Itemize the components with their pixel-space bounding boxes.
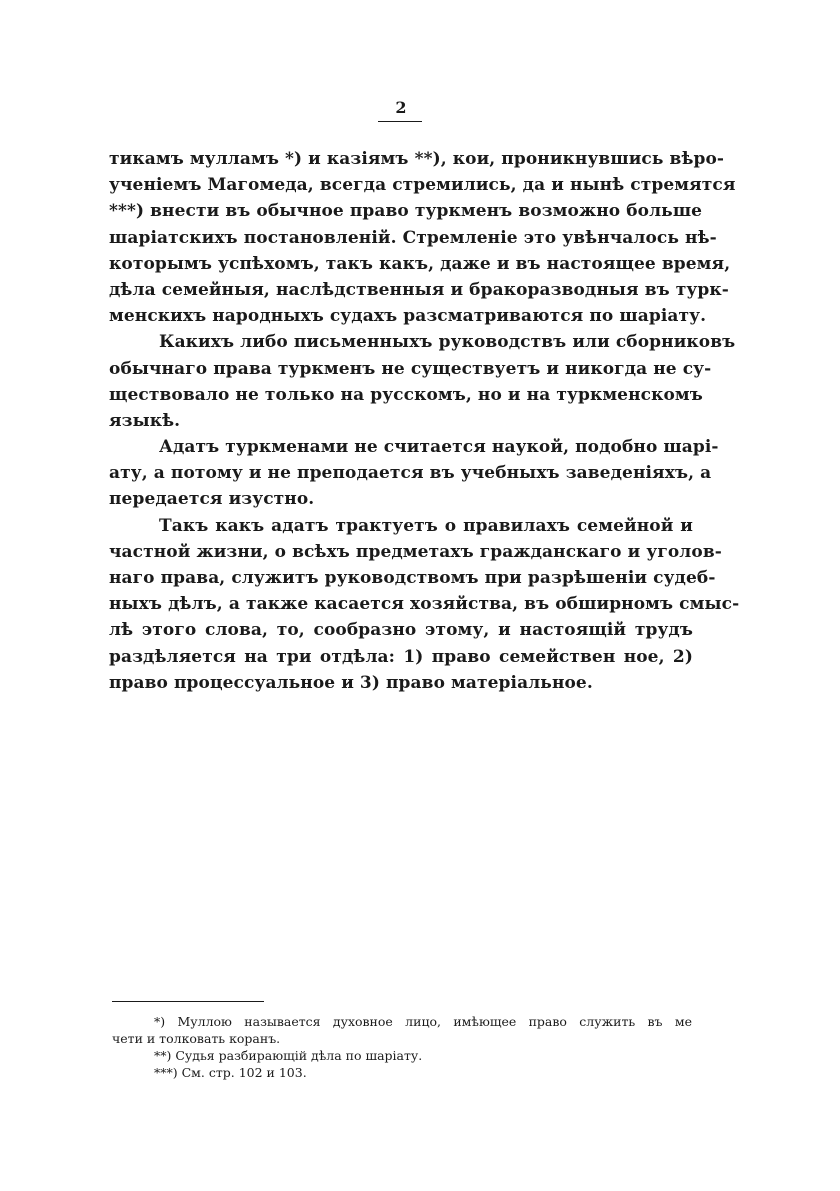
text-line: ученiемъ Магомеда, всегда стремились, да и нынѣ стремятся	[109, 175, 736, 196]
text-line: передается изустно.	[109, 489, 315, 510]
body-text	[109, 146, 740, 696]
footnote-separator	[112, 1001, 264, 1002]
footnote-line: *) Муллою называется духовное лицо, имѣющее право служить въ ме	[154, 1014, 692, 1029]
text-line: наго права, служитъ руководствомъ при разрѣшенiи судеб-	[109, 568, 716, 588]
text-line: ныхъ дѣлъ, а также касается хозяйства, въ обширномъ смыс-	[109, 594, 740, 615]
footnote-line: **) Судья разбирающiй дѣла по шарiату.	[154, 1048, 423, 1063]
text-line: менскихъ народныхъ судахъ разсматриваются по шарiату.	[109, 306, 707, 327]
text-line: Такъ какъ адатъ трактуетъ о правилахъ семейной и	[159, 515, 693, 536]
text-line: обычнаго права туркменъ не существуетъ и никогда не су-	[109, 358, 712, 379]
text-line: лѣ этого слова, то, сообразно этому, и настоящiй трудъ	[109, 620, 693, 641]
text-line: ществовало не только на русскомъ, но и на туркменскомъ	[109, 384, 703, 405]
page-number: 2	[395, 98, 407, 117]
footnote-line: ***) См. стр. 102 и 103.	[154, 1065, 307, 1080]
footnotes	[112, 1013, 692, 1081]
text-line: Адатъ туркменами не считается наукой, подобно шарi-	[159, 437, 719, 458]
page-number-rule	[378, 121, 422, 122]
text-line: дѣла семейныя, наслѣдственныя и бракоразводныя въ турк-	[109, 279, 729, 300]
text-line: право процессуальное и 3) право матерiальное.	[109, 672, 593, 693]
footnote-line: чети и толковать коранъ.	[112, 1031, 281, 1046]
text-line: частной жизни, о всѣхъ предметахъ гражданскаго и уголов-	[109, 541, 722, 562]
text-line: тикамъ мулламъ *) и казiямъ **), кои, проникнувшись вѣро-	[109, 149, 725, 169]
text-line: Какихъ либо письменныхъ руководствъ или сборниковъ	[159, 332, 736, 353]
text-line: которымъ успѣхомъ, такъ какъ, даже и въ настоящее время,	[109, 253, 731, 274]
text-line: ату, а потому и не преподается въ учебныхъ заведенiяхъ, а	[109, 463, 712, 484]
text-line: раздѣляется на три отдѣла: 1) право семействен ное, 2)	[109, 646, 693, 667]
text-line: шарiатскихъ постановленiй. Стремленiе это увѣнчалось нѣ-	[109, 227, 717, 248]
text-line: ***) внести въ обычное право туркменъ возможно больше	[109, 201, 703, 222]
text-line: языкѣ.	[109, 410, 181, 431]
